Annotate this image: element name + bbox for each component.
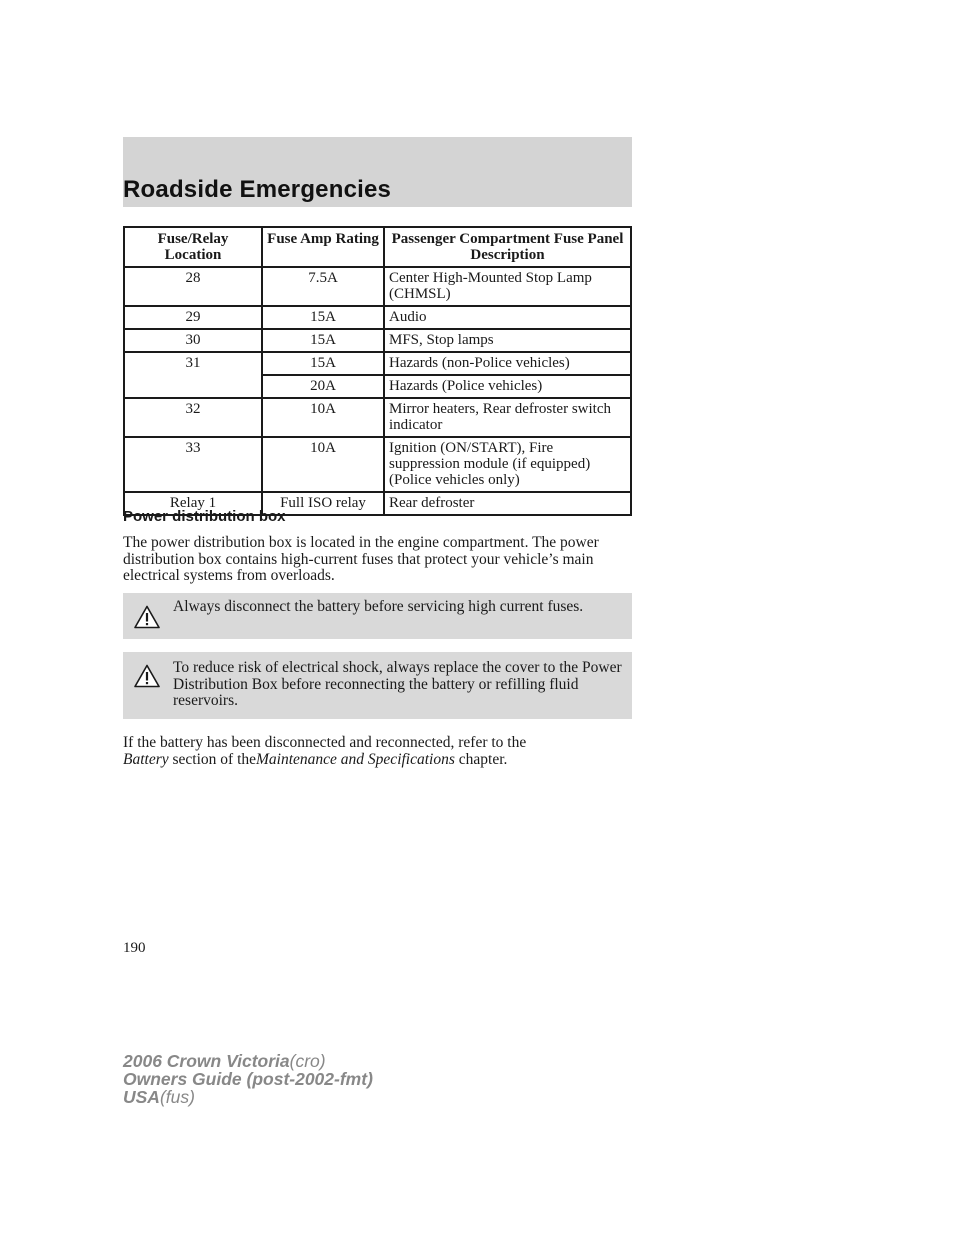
warning-icon	[134, 664, 160, 688]
footer-vehicle: 2006 Crown Victoria	[123, 1051, 290, 1071]
table-row	[124, 398, 631, 437]
fuse-description: Center High-Mounted Stop Lamp (CHMSL)	[384, 267, 631, 306]
fuse-rating: 15A	[262, 352, 384, 375]
fuse-location: 28	[124, 267, 262, 306]
battery-note-prefix: If the battery has been disconnected and reconnected, refer to the	[123, 734, 527, 751]
table-row	[124, 267, 631, 306]
battery-note	[123, 735, 633, 768]
table-row	[124, 352, 631, 375]
warning-text-1: Always disconnect the battery before servicing high current fuses.	[173, 598, 584, 615]
battery-note-suffix: chapter.	[458, 750, 508, 768]
warning-icon	[134, 605, 160, 629]
fuse-description: Audio	[384, 306, 631, 329]
page-number: 190	[123, 940, 146, 956]
fuse-location: 29	[124, 306, 262, 329]
footer-market-code: (fus)	[159, 1087, 195, 1107]
warning-box-1	[123, 593, 632, 639]
maintenance-link[interactable]: Maintenance and Specifications	[256, 750, 455, 768]
fuse-table	[123, 226, 632, 516]
column-header-location: Fuse/Relay Location	[124, 227, 262, 267]
table-row	[124, 306, 631, 329]
fuse-location: 31	[124, 352, 262, 398]
fuse-location: 30	[124, 329, 262, 352]
fuse-rating: 15A	[262, 306, 384, 329]
relay-rating: Full ISO relay	[262, 492, 384, 515]
document-footer	[123, 1052, 373, 1106]
column-header-rating: Fuse Amp Rating	[262, 227, 384, 267]
fuse-location: 33	[124, 437, 262, 492]
fuse-description: Ignition (ON/START), Fire suppression module (if equipped) (Police vehicles only)	[384, 437, 631, 492]
footer-market: USA	[123, 1087, 160, 1107]
fuse-rating: 10A	[262, 437, 384, 492]
fuse-description: Hazards (non-Police vehicles)	[384, 352, 631, 375]
fuse-description: Hazards (Police vehicles)	[384, 375, 631, 398]
fuse-description: Mirror heaters, Rear defroster switch indicator	[384, 398, 631, 437]
fuse-rating: 20A	[262, 375, 384, 398]
table-row	[124, 437, 631, 492]
column-header-description: Passenger Compartment Fuse Panel Description	[384, 227, 631, 267]
section-title: Roadside Emergencies	[123, 176, 392, 203]
footer-guide: Owners Guide (post-2002-fmt)	[123, 1069, 373, 1089]
battery-link[interactable]: Battery	[123, 750, 169, 768]
warning-box-2	[123, 652, 632, 719]
fuse-rating: 10A	[262, 398, 384, 437]
relay-location: Relay 1	[124, 492, 262, 515]
power-distribution-heading: Power distribution box	[123, 508, 286, 525]
fuse-description: MFS, Stop lamps	[384, 329, 631, 352]
warning-text-2	[123, 652, 632, 710]
warning-text-2-body: To reduce risk of electrical shock, always replace the cover to the Power Distribution Box before reconnecting the battery or refilling fluid reservoirs.	[173, 659, 622, 709]
footer-vehicle-code: (cro)	[289, 1051, 326, 1071]
fuse-rating: 7.5A	[262, 267, 384, 306]
battery-note-middle: section of the	[172, 750, 257, 768]
table-header-row	[124, 227, 631, 267]
table-row	[124, 329, 631, 352]
fuse-rating: 15A	[262, 329, 384, 352]
fuse-location: 32	[124, 398, 262, 437]
power-distribution-intro: The power distribution box is located in the engine compartment. The power distribution box contains high-current fuses that protect your vehicle’s main electrical systems from overloads.	[123, 534, 599, 584]
relay-description: Rear defroster	[384, 492, 631, 515]
